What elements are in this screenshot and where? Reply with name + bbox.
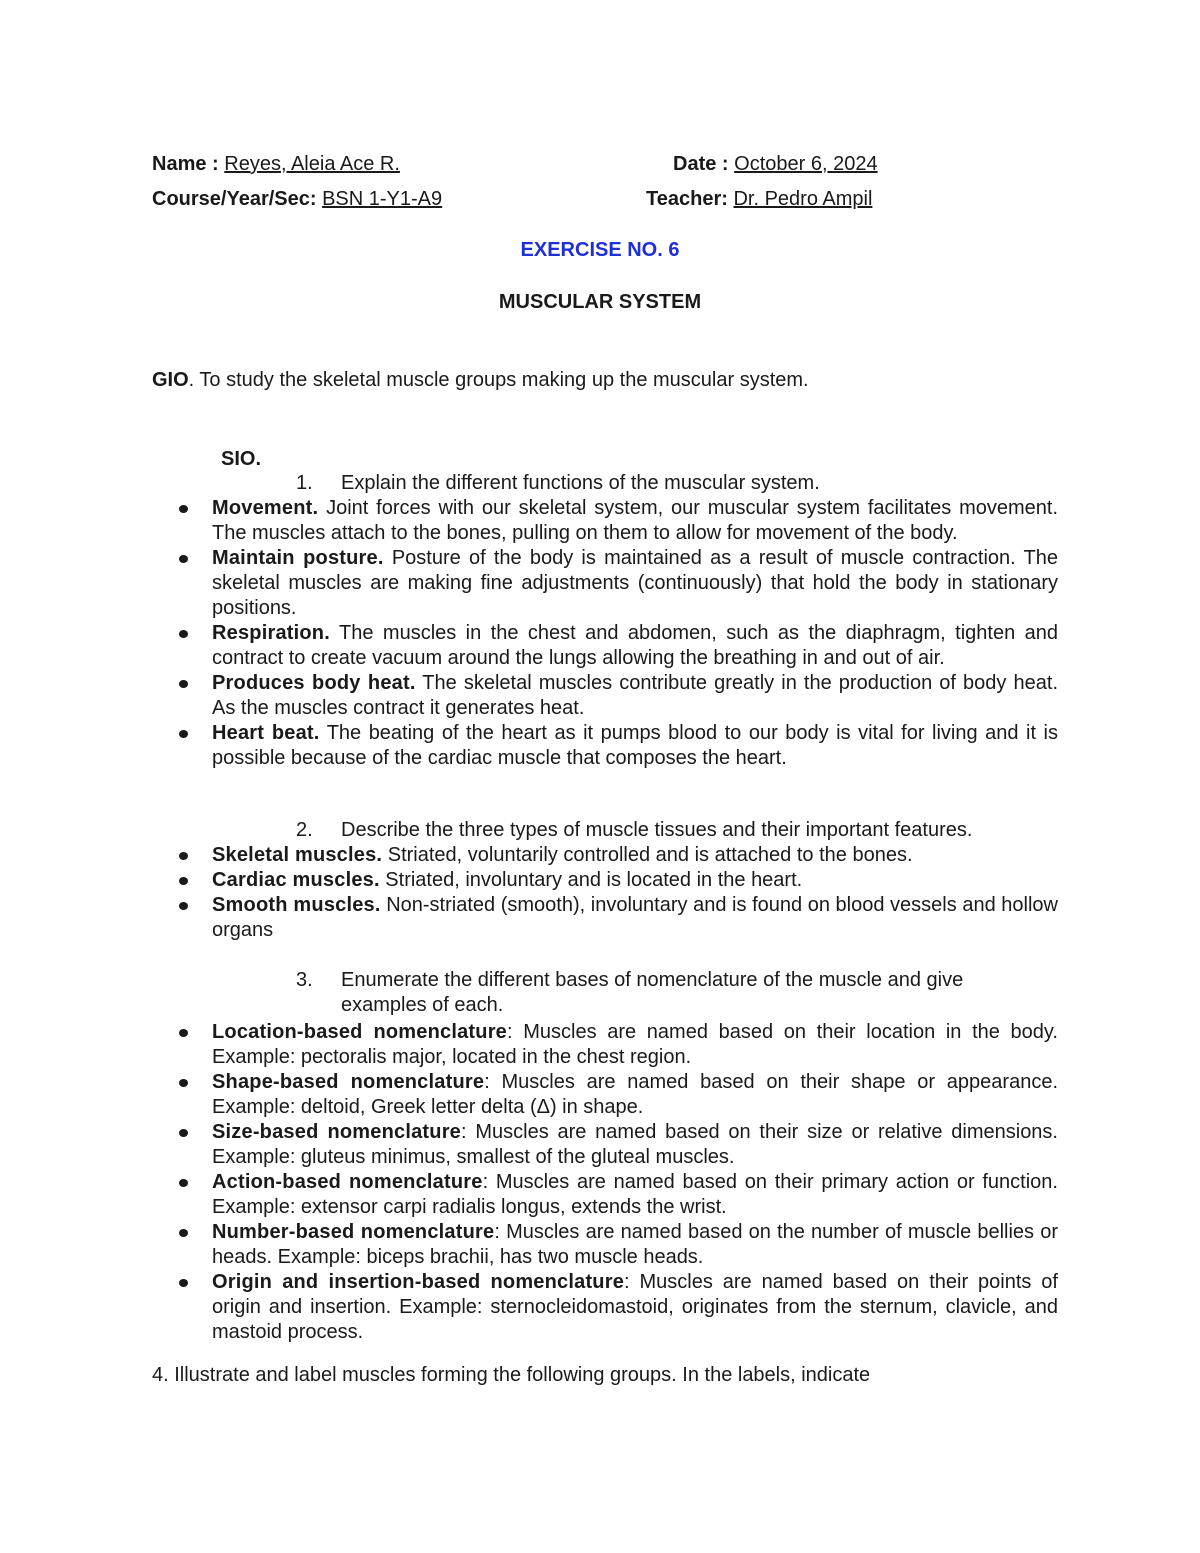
- item-text: Non-striated (smooth), involuntary and is found on blood vessels and hollow organs: [212, 894, 1058, 941]
- question-text: Enumerate the different bases of nomenclature of the muscle and give examples of each.: [341, 969, 964, 1016]
- date-value: October 6, 2024: [734, 153, 878, 175]
- name-label: Name :: [152, 153, 219, 175]
- item-term: Size-based nomenclature: [212, 1121, 462, 1143]
- teacher-line: [646, 187, 872, 211]
- list-item: [168, 1020, 1058, 1070]
- course-line: [152, 187, 442, 211]
- question-3: [296, 968, 1011, 1018]
- bullet-icon: [179, 630, 188, 638]
- section-2-list: [168, 843, 1058, 943]
- item-text: The muscles in the chest and abdomen, such as the diaphragm, tighten and contract to create vacuum around the lungs allowing the breathing in and out of air.: [212, 622, 1058, 669]
- item-term: Smooth muscles.: [212, 894, 381, 916]
- question-2: [296, 818, 1056, 843]
- bullet-icon: [179, 1179, 188, 1187]
- item-text: : Muscles are named based on the number of muscle bellies or heads. Example: biceps brachii, has two muscle heads.: [212, 1221, 1058, 1268]
- question-number: 3.: [296, 969, 313, 991]
- bullet-icon: [179, 1029, 188, 1037]
- item-text: Striated, involuntary and is located in the heart.: [379, 869, 803, 891]
- bullet-icon: [179, 902, 188, 910]
- list-item: [168, 1070, 1058, 1120]
- item-text: : Muscles are named based on their location in the body. Example: pectoralis major, located in the chest region.: [212, 1021, 1058, 1068]
- item-text: : Muscles are named based on their size or relative dimensions. Example: gluteus minimus, smallest of the gluteal muscles.: [212, 1121, 1058, 1168]
- list-item: [168, 1170, 1058, 1220]
- item-text: : Muscles are named based on their shape or appearance. Example: deltoid, Greek letter delta (Δ) in shape.: [212, 1071, 1058, 1118]
- gio-text: . To study the skeletal muscle groups making up the muscular system.: [188, 369, 809, 391]
- item-term: Action-based nomenclature: [212, 1171, 483, 1193]
- item-text: Posture of the body is maintained as a result of muscle contraction. The skeletal muscles are making fine adjustments (continuously) that hold the body in stationary positions.: [212, 547, 1058, 619]
- bullet-icon: [179, 1279, 188, 1287]
- item-term: Movement.: [212, 497, 319, 519]
- item-text: The skeletal muscles contribute greatly in the production of body heat. As the muscles contract it generates heat.: [212, 672, 1058, 719]
- date-label: Date :: [673, 153, 729, 175]
- bullet-icon: [179, 1229, 188, 1237]
- bullet-icon: [179, 1129, 188, 1137]
- list-item: [168, 893, 1058, 943]
- item-term: Origin and insertion-based nomenclature: [212, 1271, 625, 1293]
- gio-line: [152, 368, 809, 392]
- bullet-icon: [179, 680, 188, 688]
- question-4: 4. Illustrate and label muscles forming the following groups. In the labels, indicate: [152, 1364, 871, 1386]
- item-term: Location-based nomenclature: [212, 1021, 507, 1043]
- gio-label: GIO: [152, 369, 189, 391]
- subject-title: MUSCULAR SYSTEM: [498, 291, 702, 313]
- list-item: [168, 721, 1058, 771]
- list-item: [168, 546, 1058, 621]
- item-text: : Muscles are named based on their primary action or function. Example: extensor carpi radialis longus, extends the wrist.: [212, 1171, 1058, 1218]
- item-term: Shape-based nomenclature: [212, 1071, 485, 1093]
- course-label: Course/Year/Sec:: [152, 188, 317, 210]
- exercise-title: EXERCISE NO. 6: [520, 239, 680, 261]
- question-text: Describe the three types of muscle tissues and their important features.: [341, 819, 973, 841]
- date-line: [673, 152, 878, 176]
- item-term: Cardiac muscles.: [212, 869, 380, 891]
- list-item: [168, 496, 1058, 546]
- list-item: [168, 868, 1058, 893]
- item-term: Produces body heat.: [212, 672, 416, 694]
- question-text: Explain the different functions of the muscular system.: [341, 472, 820, 494]
- bullet-icon: [179, 505, 188, 513]
- item-term: Heart beat.: [212, 722, 320, 744]
- course-value: BSN 1-Y1-A9: [322, 188, 443, 210]
- item-text: The beating of the heart as it pumps blood to our body is vital for living and it is possible because of the cardiac muscle that composes the heart.: [212, 722, 1058, 769]
- item-term: Maintain posture.: [212, 547, 384, 569]
- name-line: [152, 152, 400, 176]
- bullet-icon: [179, 852, 188, 860]
- question-number: 1.: [296, 472, 313, 494]
- list-item: [168, 671, 1058, 721]
- name-value: Reyes, Aleia Ace R.: [224, 153, 400, 175]
- bullet-icon: [179, 730, 188, 738]
- question-number: 2.: [296, 819, 313, 841]
- teacher-value: Dr. Pedro Ampil: [733, 188, 873, 210]
- list-item: [168, 621, 1058, 671]
- item-term: Skeletal muscles.: [212, 844, 383, 866]
- item-text: Joint forces with our skeletal system, our muscular system facilitates movement. The muscles attach to the bones, pulling on them to allow for movement of the body.: [212, 497, 1058, 544]
- list-item: [168, 1220, 1058, 1270]
- list-item: [168, 843, 1058, 868]
- question-1: [296, 471, 1056, 496]
- section-3-list: [168, 1020, 1058, 1345]
- section-1-list: [168, 496, 1058, 771]
- item-text: : Muscles are named based on their points of origin and insertion. Example: sternocleidomastoid, originates from the sternum, clavicle, and mastoid process.: [212, 1271, 1058, 1343]
- list-item: [168, 1270, 1058, 1345]
- item-text: Striated, voluntarily controlled and is attached to the bones.: [382, 844, 913, 866]
- teacher-label: Teacher:: [646, 188, 728, 210]
- bullet-icon: [179, 877, 188, 885]
- sio-label: SIO.: [221, 448, 262, 470]
- bullet-icon: [179, 555, 188, 563]
- list-item: [168, 1120, 1058, 1170]
- item-term: Number-based nomenclature: [212, 1221, 495, 1243]
- item-term: Respiration.: [212, 622, 330, 644]
- bullet-icon: [179, 1079, 188, 1087]
